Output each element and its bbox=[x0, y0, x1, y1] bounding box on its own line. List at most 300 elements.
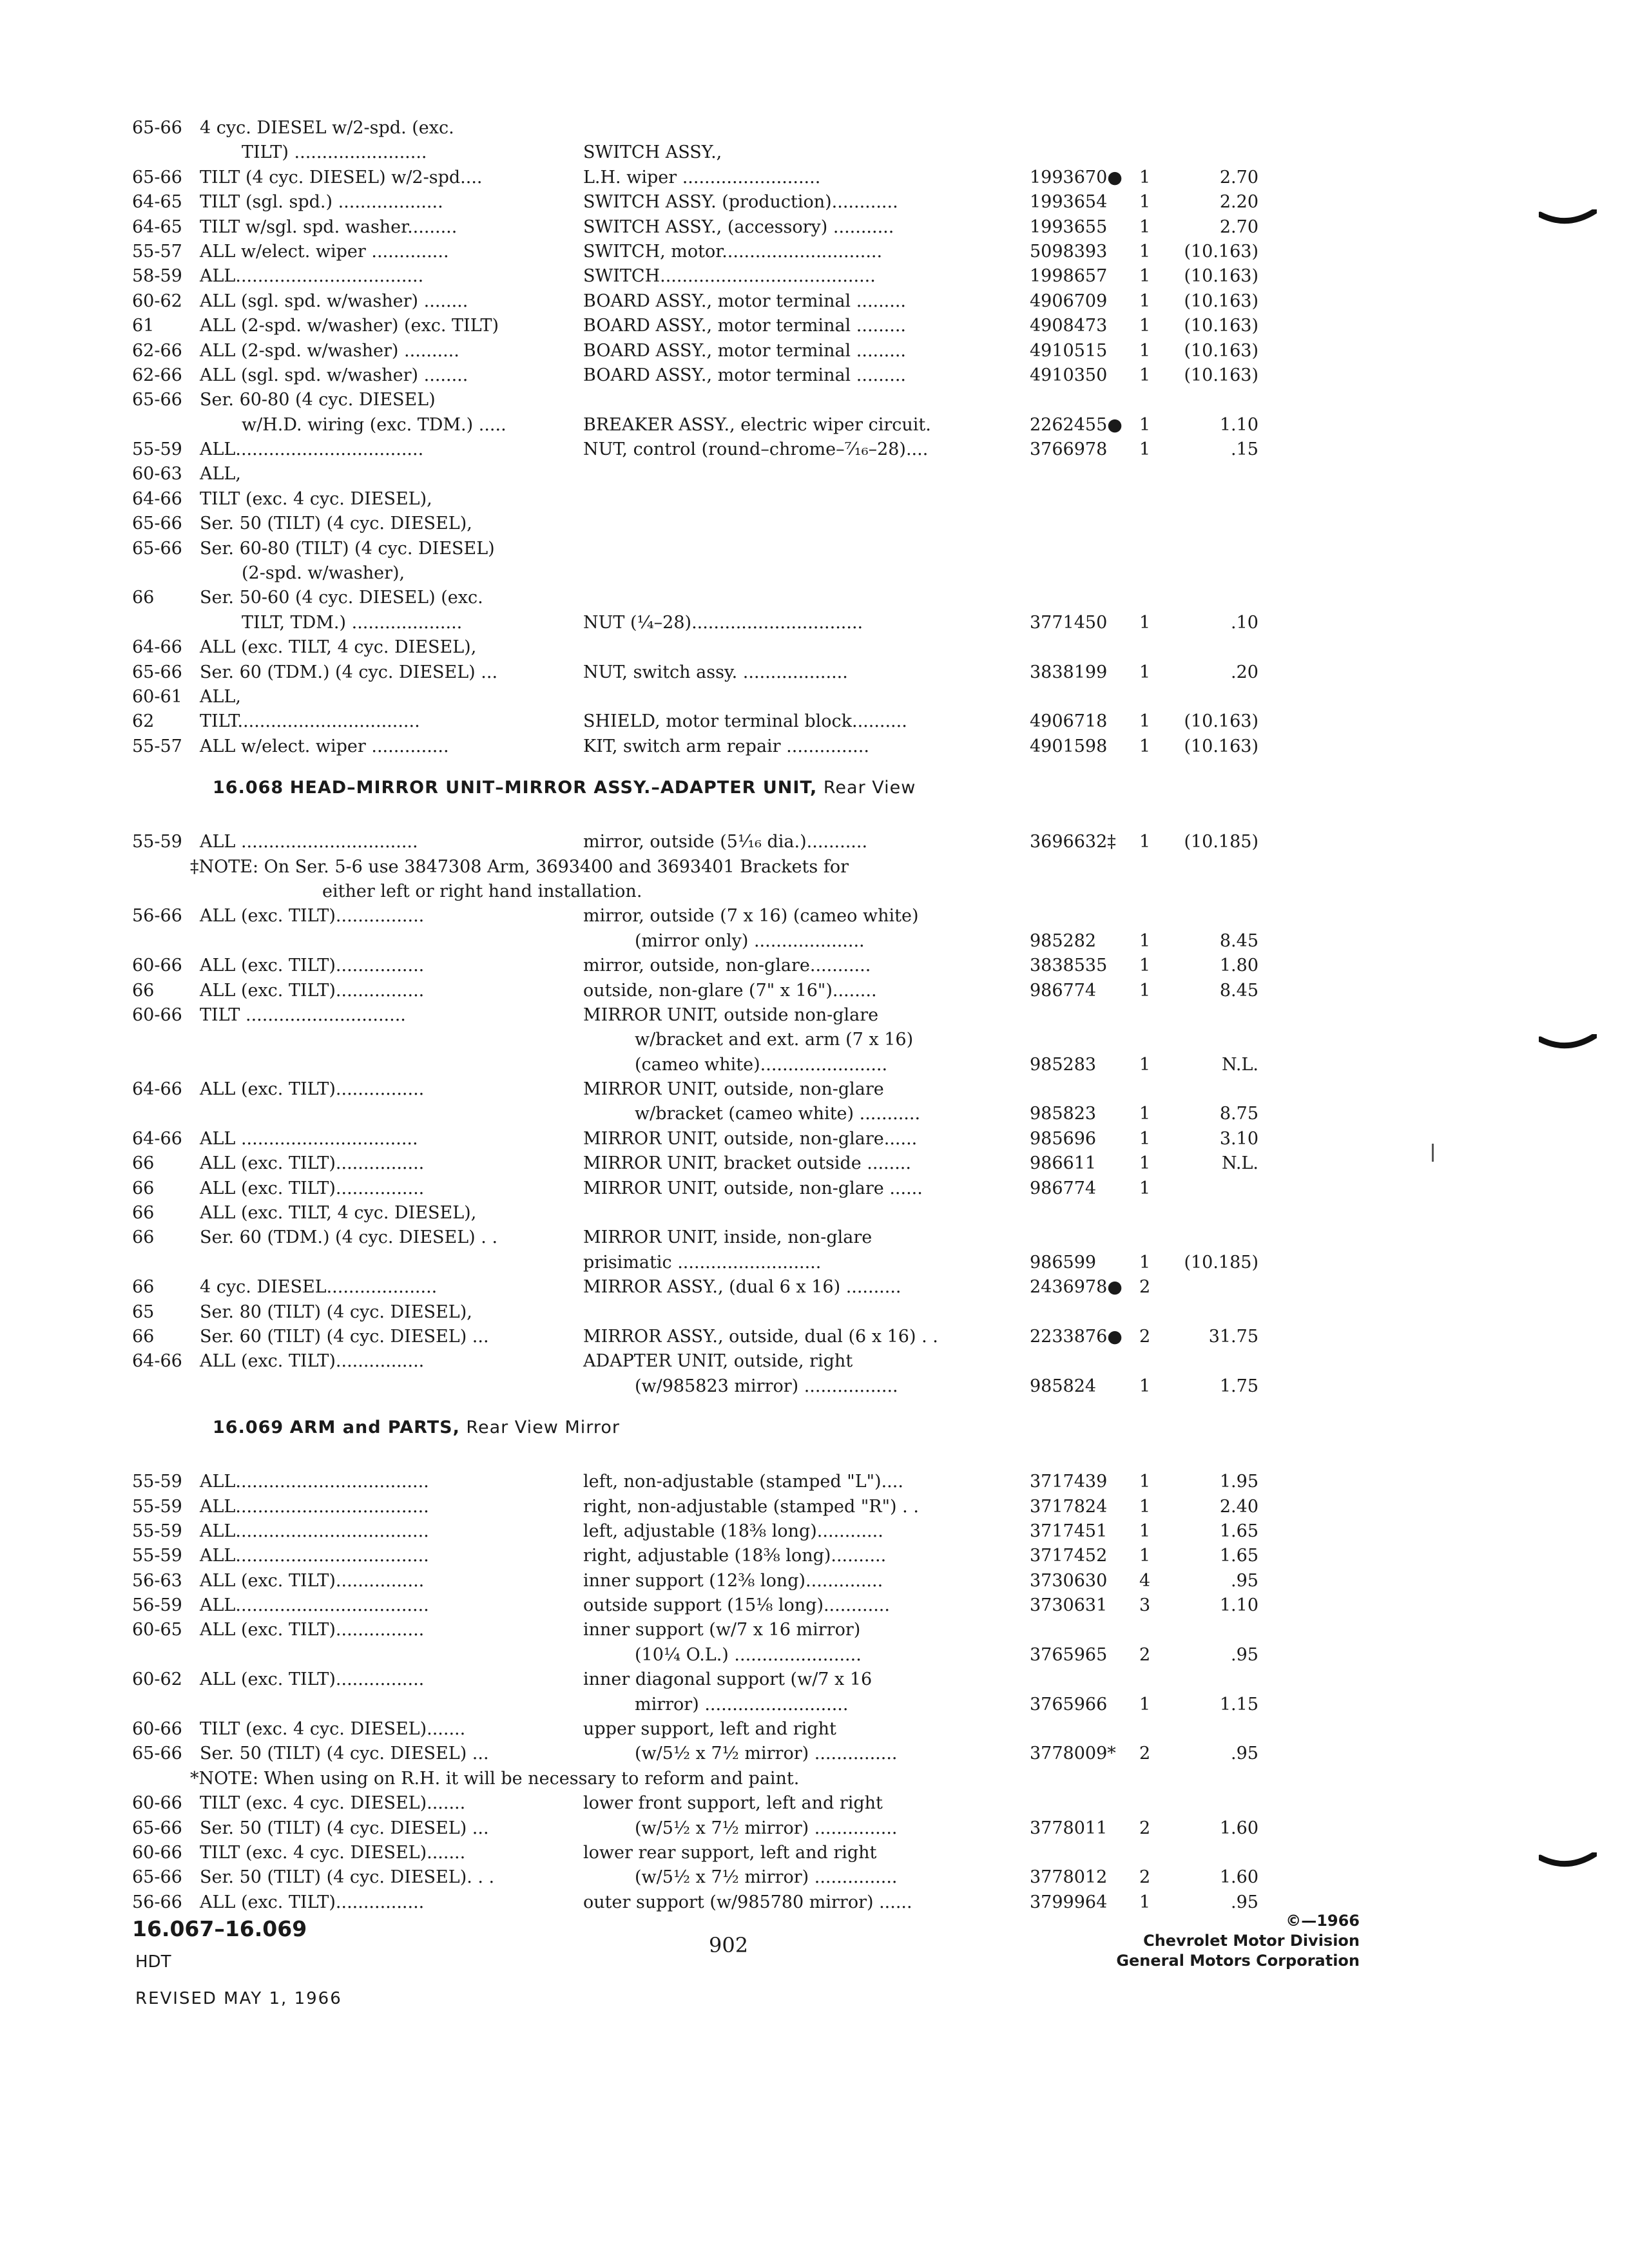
table-row bbox=[0, 1325, 1629, 1349]
application: ALL (exc. TILT)................ bbox=[200, 1351, 425, 1372]
table-row bbox=[0, 1742, 1629, 1766]
application: TILT, TDM.) .................... bbox=[242, 612, 463, 633]
application: Ser. 60 (TDM.) (4 cyc. DIESEL) . . bbox=[200, 1227, 498, 1248]
description: mirror, outside (7 x 16) (cameo white) bbox=[583, 906, 919, 927]
price: 8.75 bbox=[1219, 1104, 1258, 1124]
model-years: 60-61 bbox=[132, 686, 182, 707]
application: Ser. 60-80 (4 cyc. DIESEL) bbox=[200, 390, 436, 410]
application: ALL (exc. TILT)................ bbox=[200, 956, 425, 976]
table-row bbox=[0, 1225, 1629, 1250]
page-number: 902 bbox=[709, 1933, 749, 1957]
table-row bbox=[0, 1569, 1629, 1593]
table-row bbox=[0, 1177, 1629, 1201]
application: ALL (exc. TILT)................ bbox=[200, 1892, 425, 1912]
price: 8.45 bbox=[1219, 930, 1258, 951]
model-years: 64-66 bbox=[132, 1351, 182, 1372]
description: prisimatic .......................... bbox=[583, 1252, 822, 1273]
section-subtitle: Rear View bbox=[823, 778, 916, 798]
part-number: 3717439 bbox=[1030, 1472, 1108, 1492]
description: BOARD ASSY., motor terminal ......... bbox=[583, 316, 907, 336]
price: 1.65 bbox=[1219, 1546, 1258, 1566]
model-years: 66 bbox=[132, 1153, 155, 1174]
section-range: 16.067–16.069 bbox=[132, 1916, 307, 1941]
price: 3.10 bbox=[1219, 1128, 1258, 1149]
application: ALL ................................ bbox=[200, 1128, 418, 1149]
description: lower rear support, left and right bbox=[583, 1843, 877, 1863]
part-number: 3730630 bbox=[1030, 1570, 1108, 1591]
quantity: 2 bbox=[1139, 1818, 1151, 1838]
model-years: 64-65 bbox=[132, 216, 182, 237]
table-row bbox=[0, 140, 1629, 165]
description: SWITCH ASSY., (accessory) ........... bbox=[583, 216, 894, 237]
price: 2.40 bbox=[1219, 1496, 1258, 1517]
price: 1.60 bbox=[1219, 1818, 1258, 1838]
table-row bbox=[0, 512, 1629, 536]
application: ALL (exc. TILT)................ bbox=[200, 1570, 425, 1591]
application: Ser. 50 (TILT) (4 cyc. DIESEL). . . bbox=[200, 1867, 495, 1888]
model-years: 60-65 bbox=[132, 1620, 182, 1640]
model-years: 55-59 bbox=[132, 1521, 182, 1541]
table-row bbox=[0, 289, 1629, 314]
price: 1.10 bbox=[1219, 414, 1258, 435]
model-years: 66 bbox=[132, 1203, 155, 1224]
part-number: 4906709 bbox=[1030, 291, 1108, 311]
table-row bbox=[0, 1865, 1629, 1890]
quantity: 1 bbox=[1139, 1496, 1151, 1517]
description: MIRROR UNIT, bracket outside ........ bbox=[583, 1153, 911, 1174]
table-row bbox=[0, 929, 1629, 954]
price: .15 bbox=[1231, 439, 1258, 460]
table-row bbox=[0, 388, 1629, 412]
catalog-code: HDT bbox=[135, 1952, 171, 1972]
price: 1.15 bbox=[1219, 1694, 1258, 1715]
table-row bbox=[0, 215, 1629, 240]
model-years: 58-59 bbox=[132, 266, 182, 287]
application: ALL................................... bbox=[200, 1521, 429, 1541]
part-number: 3799964 bbox=[1030, 1892, 1108, 1912]
description: (10¼ O.L.) ....................... bbox=[635, 1644, 862, 1665]
quantity: 1 bbox=[1139, 1178, 1151, 1198]
part-number: 4910515 bbox=[1030, 340, 1108, 361]
model-years: 65-66 bbox=[132, 662, 182, 682]
model-years: 65-66 bbox=[132, 1867, 182, 1888]
price: 1.10 bbox=[1219, 1595, 1258, 1616]
description: BOARD ASSY., motor terminal ......... bbox=[583, 340, 907, 361]
table-row bbox=[0, 1767, 1629, 1791]
description: right, adjustable (18⅜ long).......... bbox=[583, 1546, 887, 1566]
table-row bbox=[0, 413, 1629, 437]
application: TILT (4 cyc. DIESEL) w/2-spd.... bbox=[200, 167, 483, 187]
part-number: 985282 bbox=[1030, 930, 1097, 951]
quantity: 1 bbox=[1139, 1546, 1151, 1566]
application: ALL ................................ bbox=[200, 832, 418, 852]
copyright-year: ©—1966 bbox=[1286, 1912, 1360, 1930]
table-row bbox=[0, 437, 1629, 462]
price: N.L. bbox=[1222, 1054, 1258, 1075]
model-years: 55-59 bbox=[132, 832, 182, 852]
table-row bbox=[0, 709, 1629, 734]
table-row bbox=[0, 1151, 1629, 1176]
table-row bbox=[0, 1127, 1629, 1151]
table-row bbox=[0, 1028, 1629, 1052]
description: SWITCH ASSY., bbox=[583, 142, 722, 163]
description: NUT, switch assy. ................... bbox=[583, 662, 848, 682]
model-years: 64-66 bbox=[132, 488, 182, 509]
price: (10.185) bbox=[1184, 1252, 1258, 1273]
application: TILT (sgl. spd.) ................... bbox=[200, 192, 443, 213]
quantity: 1 bbox=[1139, 1054, 1151, 1075]
quantity: 1 bbox=[1139, 1521, 1151, 1541]
quantity: 1 bbox=[1139, 612, 1151, 633]
model-years: 60-63 bbox=[132, 464, 182, 485]
application: ALL, bbox=[200, 686, 241, 707]
part-number: 3771450 bbox=[1030, 612, 1108, 633]
table-row bbox=[0, 240, 1629, 264]
quantity: 1 bbox=[1139, 241, 1151, 262]
part-number: 4901598 bbox=[1030, 736, 1108, 756]
model-years: 55-59 bbox=[132, 1546, 182, 1566]
description: KIT, switch arm repair ............... bbox=[583, 736, 869, 756]
price: (10.163) bbox=[1184, 711, 1258, 732]
description: mirror, outside, non-glare........... bbox=[583, 956, 871, 976]
application: ALL w/elect. wiper .............. bbox=[200, 736, 449, 756]
price: 1.65 bbox=[1219, 1521, 1258, 1541]
application: (2-spd. w/washer), bbox=[242, 563, 405, 584]
model-years: 60-66 bbox=[132, 1793, 182, 1814]
table-row bbox=[0, 954, 1629, 978]
table-row bbox=[0, 1544, 1629, 1568]
part-number: 985283 bbox=[1030, 1054, 1097, 1075]
description: (w/5½ x 7½ mirror) ............... bbox=[635, 1867, 898, 1888]
section-title bbox=[213, 1416, 620, 1440]
footnote: either left or right hand installation. bbox=[322, 881, 642, 901]
model-years: 65-66 bbox=[132, 390, 182, 410]
part-number: 985696 bbox=[1030, 1128, 1097, 1149]
description: MIRROR UNIT, outside, non-glare ...... bbox=[583, 1178, 923, 1198]
application: ALL (exc. TILT)................ bbox=[200, 1178, 425, 1198]
application: ALL (exc. TILT)................ bbox=[200, 906, 425, 927]
table-row bbox=[0, 487, 1629, 512]
spacer bbox=[0, 1454, 1629, 1470]
model-years: 60-66 bbox=[132, 1004, 182, 1025]
model-years: 64-66 bbox=[132, 1079, 182, 1100]
description: MIRROR ASSY., outside, dual (6 x 16) . . bbox=[583, 1326, 938, 1347]
application: ALL................................... bbox=[200, 1496, 429, 1517]
application: ALL (exc. TILT)................ bbox=[200, 1153, 425, 1174]
price: (10.163) bbox=[1184, 340, 1258, 361]
application: ALL (exc. TILT)................ bbox=[200, 1620, 425, 1640]
model-years: 64-66 bbox=[132, 637, 182, 658]
part-number: 4908473 bbox=[1030, 316, 1108, 336]
quantity: 2 bbox=[1139, 1277, 1151, 1298]
model-years: 56-63 bbox=[132, 1570, 182, 1591]
section-heading bbox=[0, 776, 1629, 814]
application: Ser. 60-80 (TILT) (4 cyc. DIESEL) bbox=[200, 538, 495, 559]
quantity: 1 bbox=[1139, 439, 1151, 460]
model-years: 62-66 bbox=[132, 365, 182, 385]
description: (mirror only) .................... bbox=[635, 930, 865, 951]
application: ALL (2-spd. w/washer) .......... bbox=[200, 340, 459, 361]
part-number: 986599 bbox=[1030, 1252, 1097, 1273]
table-row bbox=[0, 561, 1629, 586]
model-years: 60-66 bbox=[132, 1719, 182, 1740]
quantity: 1 bbox=[1139, 192, 1151, 213]
description: inner support (12⅜ long).............. bbox=[583, 1570, 883, 1591]
description: mirror) .......................... bbox=[635, 1694, 849, 1715]
price: .95 bbox=[1231, 1892, 1258, 1912]
application: TILT ............................. bbox=[200, 1004, 406, 1025]
quantity: 1 bbox=[1139, 930, 1151, 951]
application: ALL (exc. TILT)................ bbox=[200, 1669, 425, 1690]
quantity: 1 bbox=[1139, 266, 1151, 287]
application: Ser. 50 (TILT) (4 cyc. DIESEL) ... bbox=[200, 1818, 489, 1838]
model-years: 62 bbox=[132, 711, 155, 732]
part-number: 1993655 bbox=[1030, 216, 1108, 237]
table-row bbox=[0, 1618, 1629, 1642]
quantity: 1 bbox=[1139, 1104, 1151, 1124]
quantity: 1 bbox=[1139, 980, 1151, 1001]
part-number: 3765966 bbox=[1030, 1694, 1108, 1715]
table-row bbox=[0, 1374, 1629, 1399]
price: (10.185) bbox=[1184, 832, 1258, 852]
price: 2.70 bbox=[1219, 167, 1258, 187]
quantity: 3 bbox=[1139, 1595, 1151, 1616]
quantity: 2 bbox=[1139, 1744, 1151, 1764]
quantity: 4 bbox=[1139, 1570, 1151, 1591]
corporation-name: General Motors Corporation bbox=[1116, 1952, 1360, 1970]
quantity: 1 bbox=[1139, 291, 1151, 311]
application: Ser. 50-60 (4 cyc. DIESEL) (exc. bbox=[200, 588, 483, 608]
quantity: 1 bbox=[1139, 414, 1151, 435]
model-years: 56-59 bbox=[132, 1595, 182, 1616]
description: NUT (¼–28)............................... bbox=[583, 612, 863, 633]
description: SWITCH ASSY. (production)............ bbox=[583, 192, 898, 213]
description: right, non-adjustable (stamped "R") . . bbox=[583, 1496, 919, 1517]
table-row bbox=[0, 1643, 1629, 1667]
table-row bbox=[0, 314, 1629, 338]
model-years: 56-66 bbox=[132, 906, 182, 927]
margin-mark bbox=[1432, 1144, 1434, 1162]
table-row bbox=[0, 904, 1629, 928]
table-row bbox=[0, 1102, 1629, 1126]
description: MIRROR UNIT, outside, non-glare bbox=[583, 1079, 884, 1100]
table-row bbox=[0, 1667, 1629, 1692]
table-row bbox=[0, 1275, 1629, 1300]
part-number: 3730631 bbox=[1030, 1595, 1108, 1616]
part-number: 986611 bbox=[1030, 1153, 1097, 1174]
part-number: 985823 bbox=[1030, 1104, 1097, 1124]
table-row bbox=[0, 979, 1629, 1003]
description: L.H. wiper ......................... bbox=[583, 167, 821, 187]
division-name: Chevrolet Motor Division bbox=[1143, 1932, 1360, 1950]
model-years: 65-66 bbox=[132, 118, 182, 138]
table-row bbox=[0, 462, 1629, 486]
price: (10.163) bbox=[1184, 316, 1258, 336]
price: (10.163) bbox=[1184, 736, 1258, 756]
section-name: HEAD–MIRROR UNIT–MIRROR ASSY.–ADAPTER UNIT, bbox=[289, 778, 818, 798]
description: MIRROR ASSY., (dual 6 x 16) .......... bbox=[583, 1277, 901, 1298]
part-number: 3717451 bbox=[1030, 1521, 1108, 1541]
table-row bbox=[0, 1470, 1629, 1494]
price: 1.95 bbox=[1219, 1472, 1258, 1492]
section-number: 16.068 bbox=[213, 778, 284, 798]
part-number: 3778012 bbox=[1030, 1867, 1108, 1888]
model-years: 66 bbox=[132, 1277, 155, 1298]
price: .95 bbox=[1231, 1570, 1258, 1591]
part-number: 3838199 bbox=[1030, 662, 1108, 682]
price: 8.45 bbox=[1219, 980, 1258, 1001]
application: TILT (exc. 4 cyc. DIESEL)....... bbox=[200, 1793, 466, 1814]
application: ALL.................................. bbox=[200, 266, 424, 287]
model-years: 64-65 bbox=[132, 192, 182, 213]
table-row bbox=[0, 830, 1629, 854]
description: ADAPTER UNIT, outside, right bbox=[583, 1351, 853, 1372]
description: MIRROR UNIT, outside, non-glare...... bbox=[583, 1128, 918, 1149]
model-years: 62-66 bbox=[132, 340, 182, 361]
section-heading bbox=[0, 1416, 1629, 1454]
model-years: 61 bbox=[132, 316, 155, 336]
model-years: 65-66 bbox=[132, 1744, 182, 1764]
quantity: 2 bbox=[1139, 1867, 1151, 1888]
table-row bbox=[0, 1349, 1629, 1374]
part-number: 4910350 bbox=[1030, 365, 1108, 385]
table-row bbox=[0, 879, 1629, 904]
application: Ser. 60 (TILT) (4 cyc. DIESEL) ... bbox=[200, 1326, 489, 1347]
application: ALL (exc. TILT)................ bbox=[200, 1079, 425, 1100]
application: Ser. 60 (TDM.) (4 cyc. DIESEL) ... bbox=[200, 662, 498, 682]
part-number: 986774 bbox=[1030, 980, 1097, 1001]
price: (10.163) bbox=[1184, 241, 1258, 262]
part-number: 4906718 bbox=[1030, 711, 1108, 732]
part-number: 3778011 bbox=[1030, 1818, 1108, 1838]
description: w/bracket and ext. arm (7 x 16) bbox=[635, 1030, 914, 1050]
application: TILT................................. bbox=[200, 711, 420, 732]
table-row bbox=[0, 537, 1629, 561]
table-row bbox=[0, 611, 1629, 635]
table-row bbox=[0, 339, 1629, 363]
part-number: 1993670● bbox=[1030, 167, 1123, 187]
description: SWITCH, motor............................. bbox=[583, 241, 883, 262]
model-years: 60-66 bbox=[132, 1843, 182, 1863]
description: mirror, outside (5¹⁄₁₆ dia.)........... bbox=[583, 832, 868, 852]
revision-date: REVISED MAY 1, 1966 bbox=[135, 1989, 342, 2008]
description: outside support (15⅛ long)............ bbox=[583, 1595, 890, 1616]
application: TILT (exc. 4 cyc. DIESEL)....... bbox=[200, 1719, 466, 1740]
table-row bbox=[0, 1251, 1629, 1275]
application: ALL................................... bbox=[200, 1472, 429, 1492]
model-years: 65-66 bbox=[132, 538, 182, 559]
model-years: 60-62 bbox=[132, 1669, 182, 1690]
application: Ser. 50 (TILT) (4 cyc. DIESEL) ... bbox=[200, 1744, 489, 1764]
section-title bbox=[213, 776, 916, 800]
part-number: 3778009* bbox=[1030, 1744, 1116, 1764]
description: outside, non-glare (7" x 16")........ bbox=[583, 980, 877, 1001]
description: (w/5½ x 7½ mirror) ............... bbox=[635, 1818, 898, 1838]
table-row bbox=[0, 1816, 1629, 1841]
application: ALL, bbox=[200, 464, 241, 485]
quantity: 1 bbox=[1139, 832, 1151, 852]
model-years: 65-66 bbox=[132, 167, 182, 187]
model-years: 65-66 bbox=[132, 514, 182, 534]
price: .95 bbox=[1231, 1644, 1258, 1665]
part-number: 986774 bbox=[1030, 1178, 1097, 1198]
application: ALL (sgl. spd. w/washer) ........ bbox=[200, 291, 468, 311]
part-number: 3765965 bbox=[1030, 1644, 1108, 1665]
description: BOARD ASSY., motor terminal ......... bbox=[583, 291, 907, 311]
quantity: 1 bbox=[1139, 167, 1151, 187]
table-row bbox=[0, 116, 1629, 140]
part-number: 3717452 bbox=[1030, 1546, 1108, 1566]
application: TILT (exc. 4 cyc. DIESEL)....... bbox=[200, 1843, 466, 1863]
table-row bbox=[0, 166, 1629, 190]
parts-list bbox=[0, 116, 1629, 1915]
application: ALL.................................. bbox=[200, 439, 424, 460]
binder-hole-mark bbox=[1539, 209, 1597, 229]
copyright-block bbox=[1116, 1911, 1360, 1971]
description: MIRROR UNIT, outside non-glare bbox=[583, 1004, 879, 1025]
price: .20 bbox=[1231, 662, 1258, 682]
quantity: 1 bbox=[1139, 216, 1151, 237]
table-row bbox=[0, 660, 1629, 685]
price: 31.75 bbox=[1208, 1326, 1258, 1347]
model-years: 55-57 bbox=[132, 736, 182, 756]
footnote: *NOTE: When using on R.H. it will be necessary to reform and paint. bbox=[190, 1768, 800, 1789]
model-years: 56-66 bbox=[132, 1892, 182, 1912]
part-number: 2233876● bbox=[1030, 1326, 1123, 1347]
quantity: 1 bbox=[1139, 1128, 1151, 1149]
table-row bbox=[0, 1693, 1629, 1717]
price: 1.80 bbox=[1219, 956, 1258, 976]
application: Ser. 80 (TILT) (4 cyc. DIESEL), bbox=[200, 1302, 472, 1322]
description: SHIELD, motor terminal block.......... bbox=[583, 711, 907, 732]
table-row bbox=[0, 363, 1629, 388]
footnote: ‡NOTE: On Ser. 5-6 use 3847308 Arm, 3693400 and 3693401 Brackets for bbox=[190, 856, 849, 877]
part-number: 5098393 bbox=[1030, 241, 1108, 262]
model-years: 55-59 bbox=[132, 1496, 182, 1517]
description: lower front support, left and right bbox=[583, 1793, 883, 1814]
part-number: 1993654 bbox=[1030, 192, 1108, 213]
description: (cameo white)....................... bbox=[635, 1054, 888, 1075]
model-years: 66 bbox=[132, 1326, 155, 1347]
part-number: 3766978 bbox=[1030, 439, 1108, 460]
application: Ser. 50 (TILT) (4 cyc. DIESEL), bbox=[200, 514, 472, 534]
model-years: 66 bbox=[132, 1178, 155, 1198]
table-row bbox=[0, 264, 1629, 289]
table-row bbox=[0, 1593, 1629, 1618]
application: TILT w/sgl. spd. washer......... bbox=[200, 216, 458, 237]
table-row bbox=[0, 1791, 1629, 1816]
price: 1.75 bbox=[1219, 1376, 1258, 1396]
price: (10.163) bbox=[1184, 266, 1258, 287]
price: .95 bbox=[1231, 1744, 1258, 1764]
table-row bbox=[0, 1717, 1629, 1742]
description: upper support, left and right bbox=[583, 1719, 836, 1740]
application: ALL (exc. TILT, 4 cyc. DIESEL), bbox=[200, 1203, 477, 1224]
model-years: 60-66 bbox=[132, 956, 182, 976]
description: left, adjustable (18⅜ long)............ bbox=[583, 1521, 883, 1541]
description: inner support (w/7 x 16 mirror) bbox=[583, 1620, 861, 1640]
table-row bbox=[0, 855, 1629, 879]
part-number: 985824 bbox=[1030, 1376, 1097, 1396]
quantity: 2 bbox=[1139, 1326, 1151, 1347]
quantity: 2 bbox=[1139, 1644, 1151, 1665]
application: w/H.D. wiring (exc. TDM.) ..... bbox=[242, 414, 506, 435]
part-number: 2436978● bbox=[1030, 1277, 1123, 1298]
table-row bbox=[0, 1201, 1629, 1225]
quantity: 1 bbox=[1139, 1694, 1151, 1715]
description: BOARD ASSY., motor terminal ......... bbox=[583, 365, 907, 385]
table-row bbox=[0, 1003, 1629, 1028]
